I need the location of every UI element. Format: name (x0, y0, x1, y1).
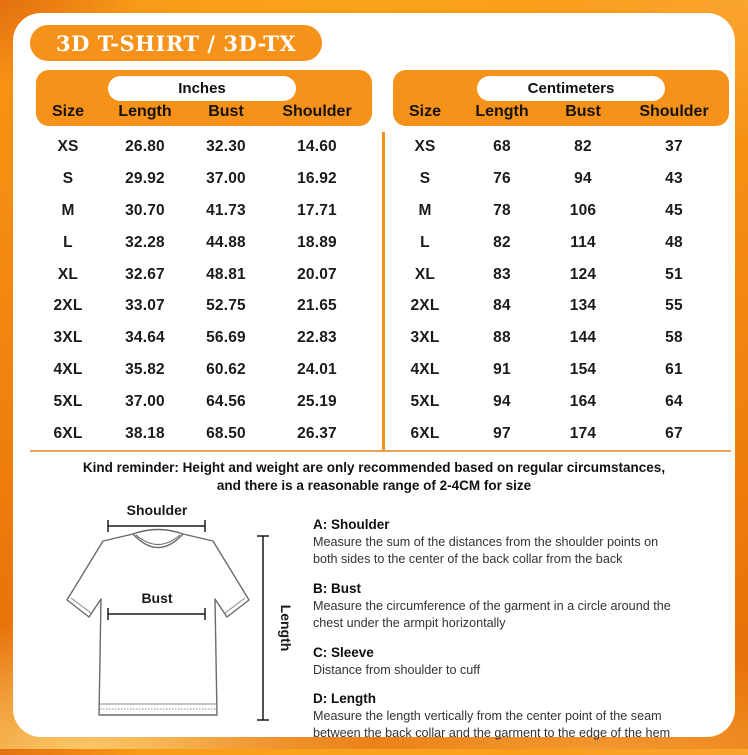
table-cell: 26.80 (125, 137, 165, 155)
table-cell: 64.56 (206, 393, 246, 411)
table-row (36, 418, 372, 450)
table-row (393, 195, 729, 227)
table-row (36, 290, 372, 322)
table-cell: 18.89 (297, 233, 337, 251)
table-row (36, 386, 372, 418)
table-row (393, 131, 729, 163)
table-cell: 22.83 (297, 329, 337, 347)
column-header: Bust (208, 103, 244, 120)
length-measure-line (257, 536, 269, 720)
kind-reminder (13, 459, 735, 495)
inches-table-body (36, 126, 372, 450)
table-cell: 16.92 (297, 169, 337, 187)
centimeters-table-body (393, 126, 729, 450)
table-cell: 34.64 (125, 329, 165, 347)
column-header: Length (118, 103, 172, 120)
table-cell: 48.81 (206, 265, 246, 283)
table-cell: 83 (493, 265, 511, 283)
table-cell: 26.37 (297, 424, 337, 442)
table-cell: 82 (493, 233, 511, 251)
table-cell: 124 (569, 265, 597, 283)
table-cell: 134 (569, 297, 597, 315)
centimeters-table-header (393, 70, 729, 126)
table-cell: 3XL (410, 329, 440, 347)
table-cell: 41.73 (206, 201, 246, 219)
reminder-line-2: and there is a reasonable range of 2-4CM for size (216, 477, 532, 493)
page-title: 3D T-SHIRT / 3D-TX (56, 30, 297, 56)
table-row (393, 227, 729, 259)
table-cell: XL (414, 265, 436, 283)
measure-length-heading: D: Length (313, 691, 376, 707)
table-row (393, 290, 729, 322)
table-cell: 55 (665, 297, 683, 315)
column-header: Size (51, 103, 84, 120)
measure-shoulder-heading: A: Shoulder (313, 517, 390, 532)
table-cell: 32.28 (125, 233, 165, 251)
table-cell: 21.65 (297, 297, 337, 315)
table-cell: 48 (665, 233, 683, 251)
table-row (393, 163, 729, 195)
table-cell: 17.71 (297, 201, 337, 219)
table-cell: 174 (569, 424, 597, 442)
title-badge (30, 25, 322, 61)
table-row (36, 163, 372, 195)
table-cell: 4XL (410, 361, 440, 379)
table-row (393, 322, 729, 354)
column-header: Length (475, 103, 529, 120)
table-cell: 97 (493, 424, 511, 442)
table-cell: 2XL (410, 297, 440, 315)
table-cell: 51 (665, 265, 683, 283)
bust-label: Bust (141, 590, 173, 606)
table-row (36, 227, 372, 259)
centimeters-column-headers (393, 103, 729, 121)
table-cell: 6XL (53, 424, 83, 442)
table-cell: 29.92 (125, 169, 165, 187)
centimeters-table (393, 70, 729, 450)
table-cell: 38.18 (125, 424, 165, 442)
table-cell: 25.19 (297, 393, 337, 411)
table-cell: M (418, 201, 432, 219)
measure-sleeve (313, 645, 685, 679)
table-cell: 20.07 (297, 265, 337, 283)
unit-label: Centimeters (527, 80, 615, 97)
table-cell: S (62, 169, 74, 187)
table-row (36, 195, 372, 227)
measure-length-text: Measure the length vertically from the center point of the seam between the back collar and the garment to the edge of the hem (313, 709, 671, 741)
table-row (393, 259, 729, 291)
table-cell: 60.62 (206, 361, 246, 379)
table-row (393, 354, 729, 386)
size-chart-card (13, 13, 735, 741)
table-cell: 114 (570, 233, 596, 251)
measure-shoulder (313, 517, 685, 568)
table-cell: XL (57, 265, 79, 283)
table-cell: 56.69 (206, 329, 246, 347)
table-cell: 4XL (53, 361, 83, 379)
table-cell: 94 (574, 169, 592, 187)
table-row (36, 259, 372, 291)
unit-pill-inches (108, 76, 296, 101)
table-cell: 3XL (53, 329, 83, 347)
table-row (393, 386, 729, 418)
table-cell: 68 (493, 137, 511, 155)
table-cell: 52.75 (206, 297, 246, 315)
table-cell: 91 (493, 361, 511, 379)
inches-table-header (36, 70, 372, 126)
reminder-line-1: Kind reminder: Height and weight are only recommended based on regular circumstances, (82, 460, 666, 475)
table-cell: 82 (574, 137, 592, 155)
unit-label: Inches (178, 80, 226, 97)
table-cell: 5XL (53, 393, 83, 411)
length-label: Length (278, 604, 294, 652)
table-row (36, 322, 372, 354)
measurement-definitions (313, 501, 685, 755)
measurement-guide (13, 501, 735, 755)
measure-bust (313, 581, 685, 632)
table-divider (382, 132, 385, 450)
shoulder-label: Shoulder (126, 502, 188, 518)
measure-bust-heading: B: Bust (313, 580, 361, 596)
table-cell: 61 (665, 361, 683, 379)
column-header: Shoulder (282, 103, 352, 120)
table-cell: 84 (493, 297, 511, 315)
column-header: Bust (565, 103, 601, 120)
table-cell: 164 (569, 393, 597, 411)
measure-sleeve-text: Distance from shoulder to cuff (313, 662, 481, 677)
measure-sleeve-heading: C: Sleeve (313, 644, 374, 660)
tshirt-diagram-svg (53, 501, 323, 739)
horizontal-separator (30, 450, 731, 452)
table-cell: 76 (493, 169, 511, 187)
table-cell: 154 (569, 361, 597, 379)
table-cell: XS (57, 137, 79, 155)
table-cell: 37.00 (125, 393, 165, 411)
table-cell: 44.88 (206, 233, 246, 251)
table-cell: 37 (665, 137, 683, 155)
table-cell: 67 (665, 424, 683, 442)
table-cell: L (63, 233, 73, 251)
table-cell: L (420, 233, 430, 251)
table-cell: 64 (665, 393, 683, 411)
table-cell: 14.60 (297, 137, 337, 155)
inches-column-headers (36, 103, 372, 121)
table-row (36, 354, 372, 386)
table-cell: 32.67 (125, 265, 165, 283)
table-cell: 106 (569, 201, 597, 219)
table-cell: 58 (665, 329, 683, 347)
column-header: Shoulder (639, 103, 709, 120)
table-cell: 78 (493, 201, 511, 219)
table-cell: 6XL (410, 424, 440, 442)
size-tables (36, 70, 729, 450)
table-cell: 2XL (53, 297, 83, 315)
measure-length (313, 691, 685, 742)
table-cell: 24.01 (297, 361, 337, 379)
table-row (393, 418, 729, 450)
table-cell: 32.30 (206, 137, 246, 155)
tshirt-diagram (13, 501, 313, 755)
tshirt-outline (67, 530, 249, 716)
column-header: Size (408, 103, 441, 120)
table-cell: 94 (493, 393, 511, 411)
measure-bust-text: Measure the circumference of the garment in a circle around the chest under the armpit horizontally (313, 598, 671, 630)
table-row (36, 131, 372, 163)
table-cell: 35.82 (125, 361, 165, 379)
table-cell: S (419, 169, 431, 187)
table-cell: 43 (665, 169, 683, 187)
unit-pill-centimeters (477, 76, 665, 101)
inches-table (36, 70, 372, 450)
table-cell: 37.00 (206, 169, 246, 187)
table-cell: 144 (569, 329, 597, 347)
table-cell: 68.50 (206, 424, 246, 442)
table-cell: 45 (665, 201, 683, 219)
table-cell: M (61, 201, 75, 219)
measure-shoulder-text: Measure the sum of the distances from the shoulder points on both sides to the center of the back collar from the back (313, 535, 659, 566)
table-cell: 33.07 (125, 297, 165, 315)
table-cell: XS (414, 137, 436, 155)
table-cell: 5XL (410, 393, 440, 411)
table-cell: 88 (493, 329, 511, 347)
table-cell: 30.70 (125, 201, 165, 219)
